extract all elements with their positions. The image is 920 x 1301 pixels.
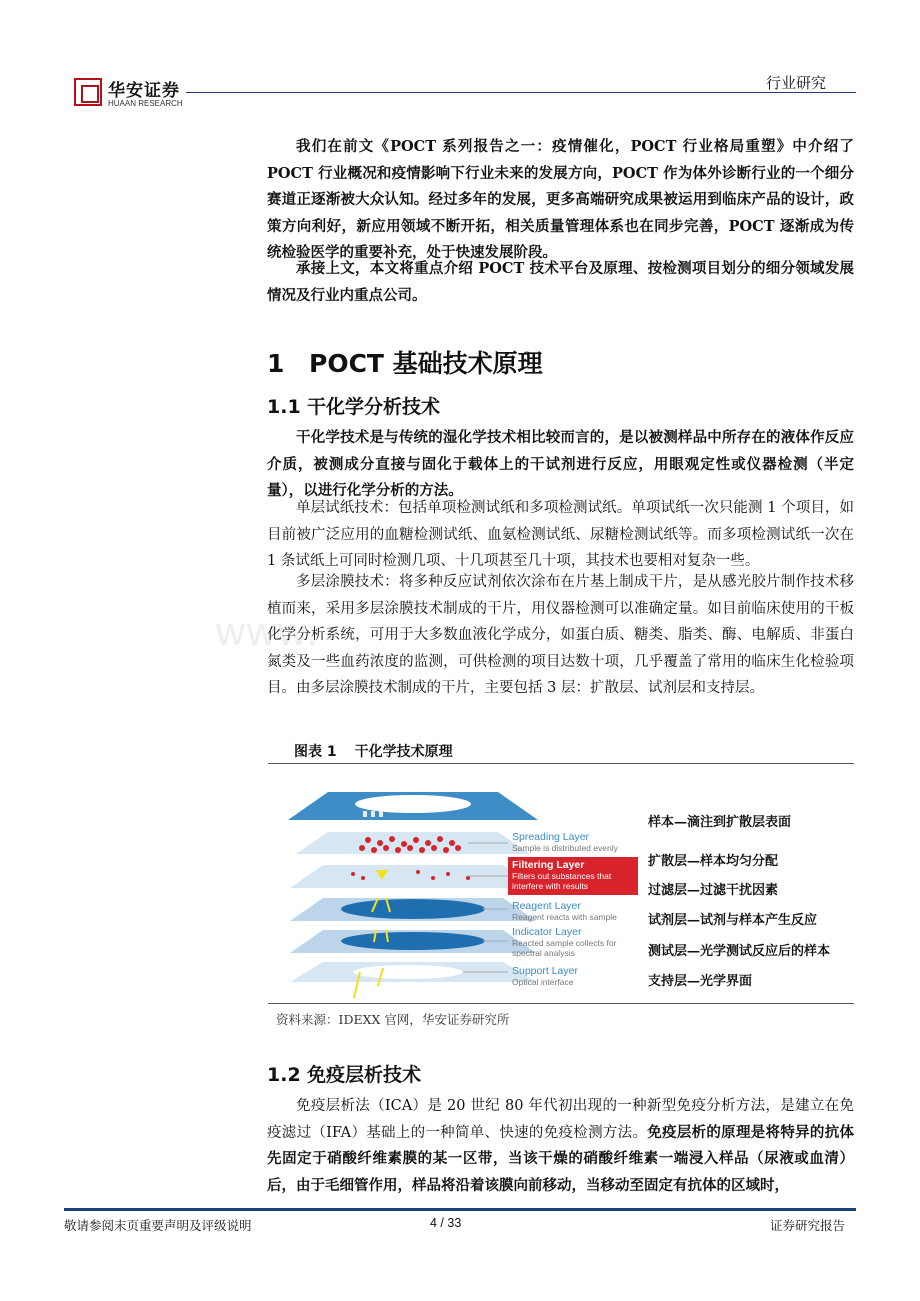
page-number: 4 / 33 (430, 1216, 462, 1230)
layer-label-indicator: Indicator Layer Reacted sample collects for spectral analysis (512, 926, 617, 958)
figure-bottom-rule (268, 1003, 854, 1004)
dry-chem-paragraph-3: 多层涂膜技术：将多种反应试剂依次涂布在片基上制成干片，是从感光胶片制作技术移植而来，采用多层涂膜技术制成的干片，用仪器检测可以准确定量。如目前临床使用的干板化学分析系统，可用于大多数血液化学成分，如蛋白质、糖类、脂类、酶、电解质、非蛋白氮类及一些血药浓度的监测，可供检测的项目达数十项，几乎覆盖了常用的临床生化检验项目。由多层涂膜技术制成的干片，主要包括 3 层：扩散层、试剂层和支持层。 (267, 574, 854, 696)
section-heading-1: 1 POCT 基础技术原理 (267, 349, 543, 378)
header-divider (186, 92, 856, 93)
brand-name-en: HUAAN RESEARCH (108, 99, 183, 108)
section-heading-1-1: 1.1 干化学分析技术 (267, 396, 441, 418)
cn-label-filtering: 过滤层—过滤干扰因素 (648, 883, 779, 898)
brand-logo-icon (74, 78, 102, 106)
footer-report-type: 证券研究报告 (770, 1218, 846, 1233)
brand-name: 华安证券 (108, 81, 180, 101)
cn-label-reagent: 试剂层—试剂与样本产生反应 (648, 913, 818, 928)
cn-label-indicator: 测试层—光学测试反应后的样本 (648, 944, 831, 959)
dry-chem-paragraph-1: 干化学技术是与传统的湿化学技术相比较而言的，是以被测样品中所存在的液体作反应介质，被测成分直接与固化于载体上的干试剂进行反应，用眼观定性或仪器检测（半定量），以进行化学分析的方法。 (267, 429, 854, 499)
intro-paragraph-2: 承接上文，本文将重点介绍 POCT 技术平台及原理、按检测项目划分的细分领域发展情况及行业内重点公司。 (267, 260, 854, 304)
sample-drop (355, 795, 471, 813)
dry-chem-paragraph-2: 单层试纸技术：包括单项检测试纸和多项检测试纸。单项试纸一次只能测 1 个项目，如目前被广泛应用的血糖检测试纸、血氨检测试纸、尿糖检测试纸等。而多项检测试纸一次在 1 条试纸上可同时检测几项、十几项甚至几十项，其技术也要相对复杂一些。 (267, 500, 854, 569)
figure-top-rule (268, 763, 854, 764)
cn-label-support: 支持层—光学界面 (648, 974, 753, 989)
layer-label-reagent: Reagent Layer Reagent reacts with sample (512, 900, 617, 922)
cn-label-spreading: 扩散层—样本均匀分配 (648, 854, 779, 869)
layer-label-filtering: Filtering Layer Filters out substances that interfere with results (508, 857, 638, 895)
cn-label-sample: 样本—滴注到扩散层表面 (648, 815, 792, 830)
layer-label-spreading: Spreading Layer Sample is distributed evenly (512, 831, 618, 853)
figure-title: 图表 1 干化学技术原理 (294, 744, 453, 760)
intro-paragraph-1: 我们在前文《POCT 系列报告之一：疫情催化，POCT 行业格局重塑》中介绍了 POCT 行业概况和疫情影响下行业未来的发展方向，POCT 作为体外诊断行业的一个细分赛道正逐渐被大众认知。经过多年的发展，更多高端研究成果被运用到临床产品的设计，政策方向利好，新应用领域不断开拓，相关质量管理体系也在同步完善，POCT 逐渐成为传统检验医学的重要补充，处于快速发展阶段。 (267, 138, 854, 261)
footer-divider (64, 1208, 856, 1211)
footer-disclaimer: 敬请参阅末页重要声明及评级说明 (64, 1218, 252, 1233)
section-heading-1-2: 1.2 免疫层析技术 (267, 1064, 422, 1086)
watermark: www. (216, 610, 320, 654)
section-tag: 行业研究 (766, 74, 827, 92)
figure-source: 资料来源：IDEXX 官网，华安证券研究所 (276, 1012, 510, 1027)
immuno-paragraph-1: 免疫层析法（ICA）是 20 世纪 80 年代初出现的一种新型免疫分析方法，是建立在免疫滤过（IFA）基础上的一种简单、快速的免疫检测方法。免疫层析的原理是将特异的抗体先固定于硝酸纤维素膜的某一区带，当该干燥的硝酸纤维素一端浸入样品（尿液或血清）后，由于毛细管作用，样品将沿着该膜向前移动，当移动至固定有抗体的区域时， (267, 1098, 854, 1194)
layer-label-support: Support Layer Optical interface (512, 965, 578, 987)
